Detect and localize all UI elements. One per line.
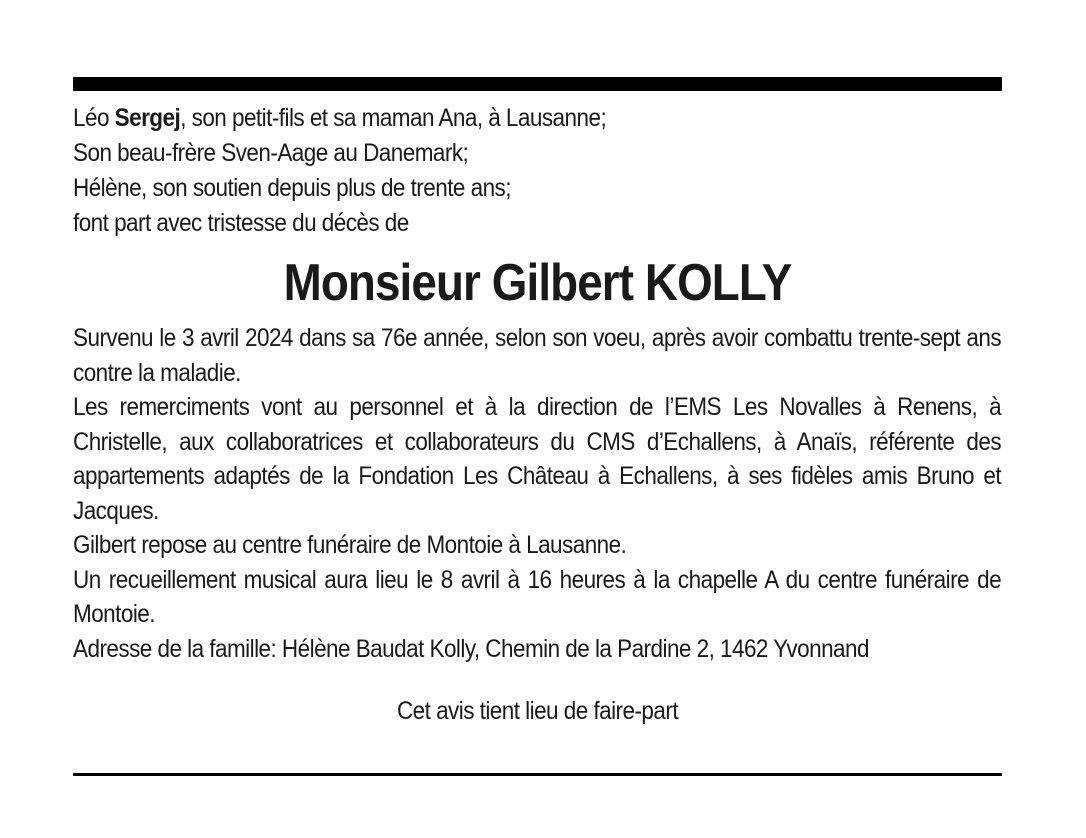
body-paragraph-3: Gilbert repose au centre funéraire de Montoie à Lausanne.: [73, 531, 627, 559]
notice-body: [73, 321, 1001, 666]
body-paragraph-5: Adresse de la famille: Hélène Baudat Kolly, Chemin de la Pardine 2, 1462 Yvonnand: [73, 634, 869, 663]
top-rule: [73, 77, 1002, 91]
deceased-name: Monsieur Gilbert KOLLY: [283, 254, 792, 312]
body-paragraph-4: Un recueillement musical aura lieu le 8 avril à 16 heures à la chapelle A du centre funéraire de Montoie.: [73, 565, 1002, 628]
family-line-4: font part avec tristesse du décès de: [73, 209, 409, 237]
body-paragraph-1: Survenu le 3 avril 2024 dans sa 76e année, selon son voeu, après avoir combattu trente-sept ans contre la maladie.: [73, 324, 1002, 387]
family-line-1: Léo Sergej, son petit-fils et sa maman Ana, à Lausanne;: [73, 104, 607, 132]
body-paragraph-2: Les remerciments vont au personnel et à la direction de l’EMS Les Novalles à Renens, à Christelle, aux collaboratrices et collaborateurs du CMS d’Echallens, à Anaïs, référente des appartements adaptés de la Fondation Les Château à Echallens, à ses fidèles amis Bruno et Jacques.: [73, 393, 1002, 525]
bottom-rule: [73, 773, 1002, 776]
family-announcement: [73, 101, 1001, 241]
closing-note: Cet avis tient lieu de faire-part: [396, 697, 679, 725]
family-name-bold: Sergej: [114, 104, 181, 132]
obituary-notice: [73, 77, 1002, 728]
family-line-2: Son beau-frère Sven-Aage au Danemark;: [73, 139, 469, 167]
family-line-3: Hélène, son soutien depuis plus de trente ans;: [73, 174, 511, 202]
